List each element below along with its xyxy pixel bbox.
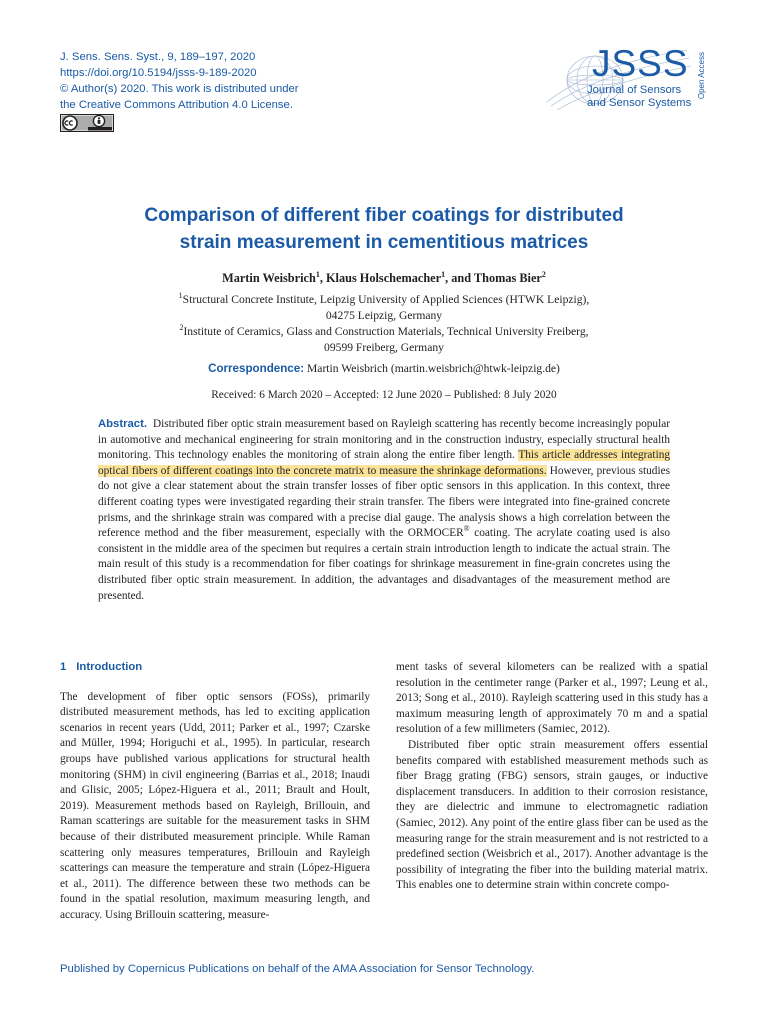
correspondence-label: Correspondence: — [208, 362, 305, 375]
citation-line: J. Sens. Sens. Syst., 9, 189–197, 2020 — [60, 51, 256, 63]
affiliation — [60, 292, 708, 324]
affiliation-marker: 1 — [315, 269, 320, 279]
section-title: Introduction — [76, 661, 143, 673]
affiliation-line: Institute of Ceramics, Glass and Construction Materials, Technical University Freiberg, — [183, 325, 589, 338]
license-link[interactable]: the Creative Commons Attribution 4.0 License. — [60, 99, 293, 111]
left-column — [60, 660, 370, 924]
abstract-text: coating. The acrylate coating used is also consistent in the middle area of the specimen but requires a certain strain introduction length to indicate the actual strain. The main result of this study is a recommendation for fiber coatings for shrinkage measurement in fine-grain concretes using the distributed fiber optic strain measurement. In addition, the advantages and disadvantages of the measurement method are presented. — [98, 527, 670, 602]
cc-by-license-icon[interactable] — [60, 114, 114, 132]
abstract-text: However, previous studies do not give a clear statement about the strain transfer losses of fiber optic sensors in this application. In this context, three different coating types were investigated regarding their strain transfer. The fibers were integrated into fine-grained concrete prisms, and the shrinkage strain was compared with a precise dial gauge. The analysis shows a high correlation between the reference method and the fiber measurement, especially with the ORMOCER — [98, 464, 671, 540]
paper-title — [60, 202, 708, 256]
author-name: Thomas Bier — [473, 271, 542, 285]
section-heading — [60, 660, 370, 676]
journal-name-line: Journal of Sensors — [587, 84, 682, 96]
affiliation-line: 04275 Leipzig, Germany — [325, 309, 443, 322]
abstract-text: Distributed fiber optic strain measurement based on Rayleigh scattering has recently become increasingly popular in automotive and mechanical engineering for strain monitoring and in the construction industry, especially structural health monitoring. This technology enables the monitoring of strain along the entire fiber length. — [98, 418, 670, 462]
correspondence-email[interactable]: Martin Weisbrich (martin.weisbrich@htwk-leipzig.de) — [306, 362, 560, 375]
abstract — [98, 417, 670, 604]
journal-name — [587, 84, 691, 110]
registered-mark: ® — [463, 524, 470, 534]
journal-acronym: JSSS — [592, 43, 689, 84]
highlighted-text[interactable]: This article addresses integrating optical fibers of different coatings into the concrete matrix to measure the shrinkage deformations. — [98, 449, 670, 477]
paragraph: Distributed fiber optic strain measurement offers essential benefits compared with established measurement methods such as fiber Bragg grating (FBG) sensors, strain gauges, or inductive displacement transducers. In addition to their corrosion resistance, they are dielectric and immune to electromagnetic radiation (Samiec, 2012). Any point of the entire glass fiber can be used as the measuring range for the strain measurement and is not restricted to a predefined section (Weisbrich et al., 2017). Another advantage is the possibility of integrating the fiber into the building material matrix. This enables one to determine strain within concrete compo- — [396, 738, 708, 892]
doi-link[interactable]: https://doi.org/10.5194/jsss-9-189-2020 — [60, 67, 257, 79]
section-number: 1 — [60, 661, 67, 673]
title-line: Comparison of different fiber coatings for distributed — [144, 205, 624, 226]
author-name: Klaus Holschemacher — [325, 271, 442, 285]
journal-name-line: and Sensor Systems — [587, 97, 692, 109]
affiliation-number: 2 — [179, 323, 184, 333]
affiliation-line: 09599 Freiberg, Germany — [324, 341, 444, 354]
paragraph: ment tasks of several kilometers can be realized with a spatial resolution in the centimeter range (Parker et al., 1997; Leung et al., 2013; Song et al., 2010). Rayleigh scattering used in this study has a maximum measuring length of approximately 70 m and a spatial resolution of a few millimeters (Samiec, 2012). — [396, 661, 708, 736]
citation-block — [60, 49, 299, 113]
affiliation-number: 1 — [178, 291, 183, 301]
author-separator: , — [319, 271, 326, 285]
affiliation-marker: 1 — [441, 269, 446, 279]
affiliation — [60, 324, 708, 356]
publication-dates: Received: 6 March 2020 – Accepted: 12 June 2020 – Published: 8 July 2020 — [211, 389, 557, 401]
author-separator: , and — [445, 271, 474, 285]
right-column — [396, 660, 708, 894]
correspondence — [60, 362, 708, 375]
title-line: strain measurement in cementitious matrices — [179, 232, 589, 253]
publisher-footer: Published by Copernicus Publications on behalf of the AMA Association for Sensor Technology. — [60, 963, 535, 975]
affiliation-line: Structural Concrete Institute, Leipzig University of Applied Sciences (HTWK Leipzig), — [182, 293, 590, 306]
open-access-label: Open Access — [697, 52, 706, 100]
citation-line: © Author(s) 2020. This work is distributed under — [60, 83, 299, 95]
author-list — [60, 271, 708, 286]
affiliation-marker: 2 — [541, 269, 546, 279]
abstract-label: Abstract. — [98, 418, 147, 430]
author-name: Martin Weisbrich — [222, 271, 316, 285]
paragraph: The development of fiber optic sensors (FOSs), primarily distributed measurement methods, has led to exciting application scenarios in recent years (Udd, 2011; Parker et al., 1997; Czarske and Müller, 1994; Horiguchi et al., 1995). In particular, research groups have published various applications for structural health monitoring (SHM) in civil engineering (Barrias et al., 2018; Inaudi and Glisic, 2005; López-Higuera et al., 2011; Brault and Hoult, 2019). Measurement methods based on Rayleigh, Brillouin, and Raman scatterings are suitable for the measurement tasks in SHM because of their distributed measurement principle. While Raman scattering only measures temperatures, Brillouin and Rayleigh scatterings can measure the temperature and strain (López-Higuera et al., 2011). The difference between these two methods can be found in the spatial resolution, maximum measuring length, and accuracy. Using Brillouin scattering, measure- — [60, 690, 370, 921]
